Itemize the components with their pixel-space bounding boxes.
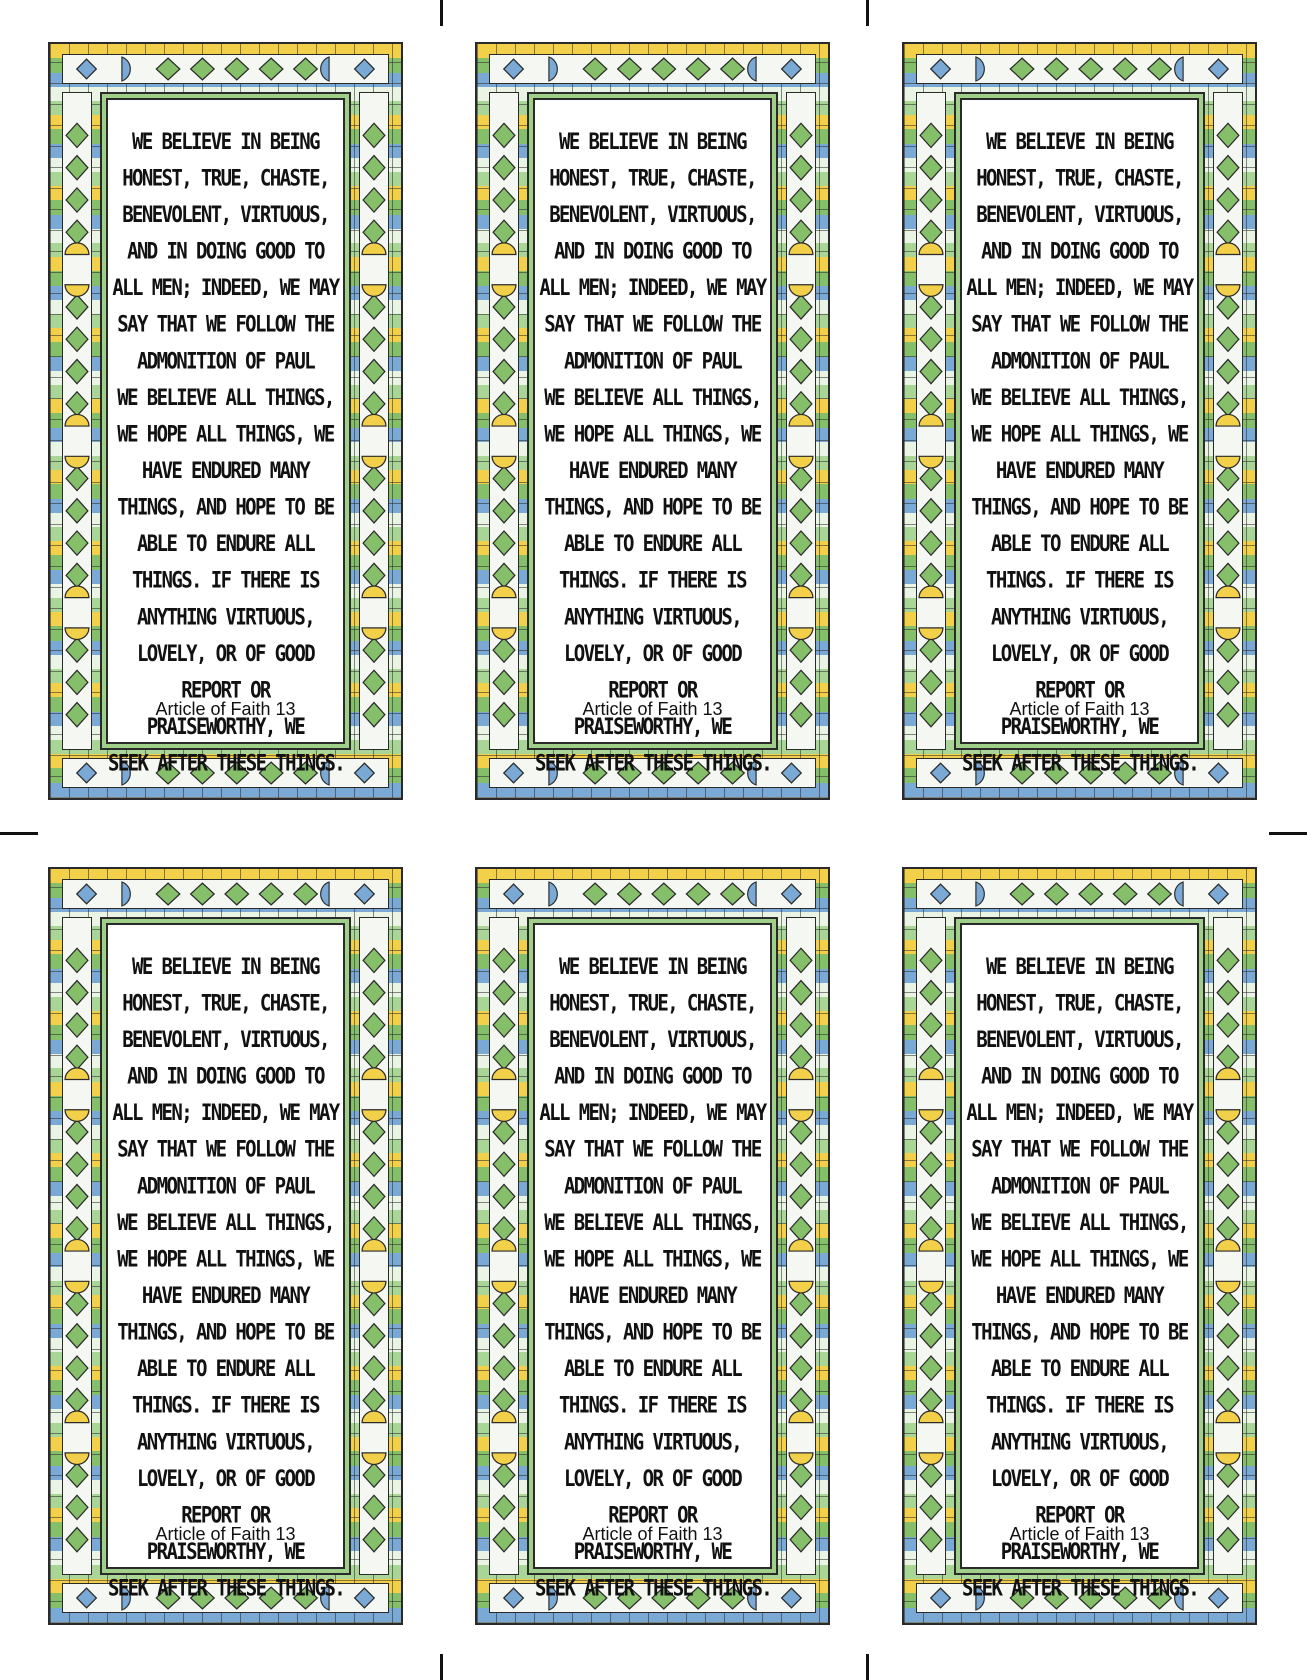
quote-line: ABLE TO ENDURE ALL [990,531,1169,558]
quote-line: SAY THAT WE FOLLOW THE [117,1136,334,1163]
quote-line: AND IN DOING GOOD TO [127,238,324,265]
right-ornament-band [359,92,389,750]
quote-text [108,949,343,1607]
quote-line: WE BELIEVE IN BEING [132,128,319,155]
quote-line: LOVELY, OR OF GOOD [563,1465,742,1492]
quote-line: THINGS, AND HOPE TO BE [544,1319,761,1346]
quote-line: WE BELIEVE ALL THINGS, [117,384,334,411]
diamond-chain-icon [917,55,1242,83]
diamond-column-icon [1214,918,1242,1574]
quote-line: ALL MEN; INDEED, WE MAY [966,1100,1193,1126]
quote-line: ABLE TO ENDURE ALL [136,531,315,558]
diamond-column-icon [360,918,388,1574]
right-ornament-band [1213,92,1243,750]
left-ornament-band [62,917,92,1575]
diamond-chain-icon [63,880,388,908]
text-panel [106,923,345,1602]
right-ornament-band [359,917,389,1575]
quote-line: ADMONITION OF PAUL [136,348,315,375]
citation: Article of Faith 13 [1009,699,1150,719]
diamond-column-icon [917,918,945,1574]
quote-line: ANYTHING VIRTUOUS, [990,1429,1169,1456]
citation: Article of Faith 13 [582,1524,723,1544]
quote-line: REPORT OR [608,1502,697,1529]
quote-line: REPORT OR [1035,677,1124,704]
crop-mark-top-left [440,0,443,26]
quote-line: SEEK AFTER THESE THINGS. [535,750,772,777]
quote-line: THINGS, AND HOPE TO BE [117,1319,334,1346]
quote-line: BENEVOLENT, VIRTUOUS, [549,201,756,228]
top-ornament-band [916,54,1243,84]
crop-mark-middle-left [0,832,38,835]
quote-line: ANYTHING VIRTUOUS, [563,604,742,631]
diamond-chain-icon [490,55,815,83]
quote-line: LOVELY, OR OF GOOD [563,640,742,667]
left-ornament-band [62,92,92,750]
bookmark [902,42,1257,800]
quote-line: SAY THAT WE FOLLOW THE [971,311,1188,338]
left-ornament-band [916,917,946,1575]
quote-line: SAY THAT WE FOLLOW THE [544,311,761,338]
quote-line: HONEST, TRUE, CHASTE, [549,990,756,1017]
citation: Article of Faith 13 [1009,1524,1150,1544]
quote-line: BENEVOLENT, VIRTUOUS, [976,1026,1183,1053]
quote-line: SAY THAT WE FOLLOW THE [971,1136,1188,1163]
crop-mark-bottom-left [440,1654,443,1680]
quote-line: ANYTHING VIRTUOUS, [563,1429,742,1456]
left-ornament-band [916,92,946,750]
quote-line: WE HOPE ALL THINGS, WE [971,421,1188,448]
quote-line: SEEK AFTER THESE THINGS. [962,750,1199,777]
diamond-chain-icon [63,55,388,83]
quote-line: LOVELY, OR OF GOOD [990,640,1169,667]
quote-line: ANYTHING VIRTUOUS, [990,604,1169,631]
quote-line: WE BELIEVE IN BEING [559,128,746,155]
quote-line: WE BELIEVE ALL THINGS, [971,384,1188,411]
bookmark [475,42,830,800]
diamond-column-icon [917,93,945,749]
crop-mark-middle-right [1269,832,1307,835]
quote-line: HAVE ENDURED MANY [995,457,1164,484]
top-ornament-band [489,54,816,84]
top-ornament-band [62,54,389,84]
quote-line: SEEK AFTER THESE THINGS. [535,1575,772,1602]
quote-line: THINGS. IF THERE IS [559,1392,746,1419]
top-ornament-band [916,879,1243,909]
diamond-chain-icon [490,880,815,908]
quote-line: ADMONITION OF PAUL [990,1173,1169,1200]
quote-line: PRAISEWORTHY, WE [573,1539,732,1565]
bookmark [902,867,1257,1625]
quote-line: WE HOPE ALL THINGS, WE [117,1246,334,1273]
quote-line: HONEST, TRUE, CHASTE, [122,165,329,192]
quote-line: PRAISEWORTHY, WE [1000,1539,1159,1565]
quote-line: HAVE ENDURED MANY [141,1282,310,1309]
quote-line: ALL MEN; INDEED, WE MAY [112,275,339,301]
diamond-column-icon [787,918,815,1574]
quote-line: ALL MEN; INDEED, WE MAY [539,275,766,301]
citation: Article of Faith 13 [582,699,723,719]
quote-line: HONEST, TRUE, CHASTE, [976,990,1183,1017]
quote-line: AND IN DOING GOOD TO [554,1063,751,1090]
quote-line: ALL MEN; INDEED, WE MAY [539,1100,766,1126]
quote-line: LOVELY, OR OF GOOD [136,640,315,667]
quote-line: BENEVOLENT, VIRTUOUS, [549,1026,756,1053]
right-ornament-band [786,92,816,750]
diamond-column-icon [1214,93,1242,749]
quote-line: BENEVOLENT, VIRTUOUS, [976,201,1183,228]
quote-line: PRAISEWORTHY, WE [146,714,305,740]
bookmark [48,42,403,800]
quote-line: REPORT OR [181,1502,270,1529]
bookmark [48,867,403,1625]
quote-line: AND IN DOING GOOD TO [554,238,751,265]
left-ornament-band [489,92,519,750]
quote-line: WE BELIEVE ALL THINGS, [117,1209,334,1236]
quote-line: HAVE ENDURED MANY [141,457,310,484]
quote-line: ABLE TO ENDURE ALL [990,1356,1169,1383]
quote-line: HAVE ENDURED MANY [995,1282,1164,1309]
quote-line: BENEVOLENT, VIRTUOUS, [122,1026,329,1053]
quote-line: AND IN DOING GOOD TO [127,1063,324,1090]
quote-line: WE HOPE ALL THINGS, WE [544,1246,761,1273]
text-panel [106,98,345,777]
quote-line: BENEVOLENT, VIRTUOUS, [122,201,329,228]
citation: Article of Faith 13 [155,1524,296,1544]
quote-line: SAY THAT WE FOLLOW THE [117,311,334,338]
quote-line: THINGS. IF THERE IS [559,567,746,594]
quote-line: WE BELIEVE IN BEING [986,953,1173,980]
quote-line: HONEST, TRUE, CHASTE, [976,165,1183,192]
quote-line: THINGS, AND HOPE TO BE [971,1319,1188,1346]
quote-line: SAY THAT WE FOLLOW THE [544,1136,761,1163]
quote-line: WE BELIEVE IN BEING [559,953,746,980]
quote-line: THINGS, AND HOPE TO BE [544,494,761,521]
right-ornament-band [1213,917,1243,1575]
diamond-column-icon [490,93,518,749]
quote-line: REPORT OR [181,677,270,704]
quote-line: THINGS. IF THERE IS [132,567,319,594]
quote-line: THINGS, AND HOPE TO BE [117,494,334,521]
crop-mark-top-right [866,0,869,26]
quote-line: ANYTHING VIRTUOUS, [136,604,315,631]
quote-line: AND IN DOING GOOD TO [981,1063,1178,1090]
diamond-chain-icon [917,880,1242,908]
quote-line: WE BELIEVE IN BEING [986,128,1173,155]
quote-line: ALL MEN; INDEED, WE MAY [112,1100,339,1126]
quote-line: SEEK AFTER THESE THINGS. [108,1575,345,1602]
quote-line: LOVELY, OR OF GOOD [136,1465,315,1492]
diamond-column-icon [63,918,91,1574]
top-ornament-band [489,879,816,909]
bookmark [475,867,830,1625]
quote-line: ABLE TO ENDURE ALL [136,1356,315,1383]
quote-line: ADMONITION OF PAUL [136,1173,315,1200]
text-panel [533,98,772,777]
quote-line: AND IN DOING GOOD TO [981,238,1178,265]
text-panel [533,923,772,1602]
quote-line: PRAISEWORTHY, WE [1000,714,1159,740]
quote-line: HAVE ENDURED MANY [568,457,737,484]
quote-text [108,124,343,782]
quote-line: WE HOPE ALL THINGS, WE [117,421,334,448]
quote-line: WE BELIEVE IN BEING [132,953,319,980]
quote-line: ABLE TO ENDURE ALL [563,531,742,558]
quote-line: THINGS. IF THERE IS [986,567,1173,594]
quote-line: WE BELIEVE ALL THINGS, [544,384,761,411]
quote-text [535,949,770,1607]
quote-line: THINGS. IF THERE IS [132,1392,319,1419]
left-ornament-band [489,917,519,1575]
quote-line: THINGS, AND HOPE TO BE [971,494,1188,521]
quote-line: ADMONITION OF PAUL [563,1173,742,1200]
quote-line: HAVE ENDURED MANY [568,1282,737,1309]
quote-line: SEEK AFTER THESE THINGS. [962,1575,1199,1602]
quote-line: SEEK AFTER THESE THINGS. [108,750,345,777]
diamond-column-icon [63,93,91,749]
crop-mark-bottom-right [866,1654,869,1680]
quote-line: WE HOPE ALL THINGS, WE [971,1246,1188,1273]
quote-line: THINGS. IF THERE IS [986,1392,1173,1419]
quote-line: ADMONITION OF PAUL [563,348,742,375]
quote-line: LOVELY, OR OF GOOD [990,1465,1169,1492]
diamond-column-icon [490,918,518,1574]
citation: Article of Faith 13 [155,699,296,719]
quote-text [535,124,770,782]
quote-line: ABLE TO ENDURE ALL [563,1356,742,1383]
quote-line: ADMONITION OF PAUL [990,348,1169,375]
quote-line: REPORT OR [608,677,697,704]
quote-line: WE HOPE ALL THINGS, WE [544,421,761,448]
quote-line: ALL MEN; INDEED, WE MAY [966,275,1193,301]
diamond-column-icon [360,93,388,749]
right-ornament-band [786,917,816,1575]
quote-text [962,949,1197,1607]
quote-line: PRAISEWORTHY, WE [146,1539,305,1565]
text-panel [960,923,1199,1602]
quote-text [962,124,1197,782]
quote-line: HONEST, TRUE, CHASTE, [549,165,756,192]
text-panel [960,98,1199,777]
diamond-column-icon [787,93,815,749]
quote-line: HONEST, TRUE, CHASTE, [122,990,329,1017]
top-ornament-band [62,879,389,909]
quote-line: ANYTHING VIRTUOUS, [136,1429,315,1456]
quote-line: WE BELIEVE ALL THINGS, [971,1209,1188,1236]
quote-line: REPORT OR [1035,1502,1124,1529]
quote-line: PRAISEWORTHY, WE [573,714,732,740]
quote-line: WE BELIEVE ALL THINGS, [544,1209,761,1236]
